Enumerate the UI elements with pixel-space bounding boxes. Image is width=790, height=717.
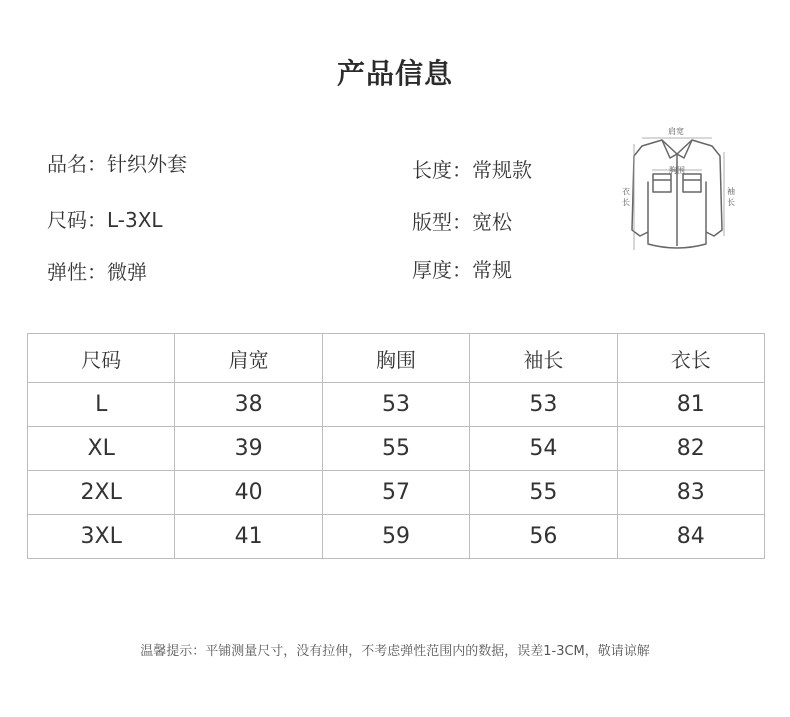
- column-header-sleeve: 袖长: [470, 334, 617, 383]
- table-cell: 41: [175, 515, 322, 559]
- page-title: 产品信息: [336, 57, 453, 90]
- measurement-footnote: 温馨提示：平铺测量尺寸，没有拉伸，不考虑弹性范围内的数据，误差1-3CM，敬请谅解: [140, 644, 650, 659]
- table-cell: 40: [175, 471, 322, 515]
- table-row: [28, 471, 765, 515]
- size-chart-table: [27, 333, 765, 559]
- table-cell: 57: [322, 471, 469, 515]
- table-row: [28, 383, 765, 427]
- table-cell: 53: [322, 383, 469, 427]
- table-cell: 54: [470, 427, 617, 471]
- table-header-row: [28, 334, 765, 383]
- table-cell: 83: [617, 471, 764, 515]
- table-cell: 82: [617, 427, 764, 471]
- table-cell: 84: [617, 515, 764, 559]
- product-size-range: 尺码：L-3XL: [47, 208, 163, 232]
- diagram-shoulder-label: 肩宽: [668, 127, 684, 136]
- table-cell: 38: [175, 383, 322, 427]
- table-cell: 39: [175, 427, 322, 471]
- table-cell: XL: [28, 427, 175, 471]
- table-cell: 56: [470, 515, 617, 559]
- table-row: [28, 515, 765, 559]
- diagram-body-length-label-1: 衣: [622, 187, 630, 196]
- garment-measurement-diagram: [612, 118, 742, 268]
- product-thickness: 厚度：常规: [412, 258, 512, 282]
- table-cell: 59: [322, 515, 469, 559]
- shirt-icon: [632, 140, 722, 248]
- diagram-chest-label: 胸围: [669, 166, 685, 175]
- table-cell: 2XL: [28, 471, 175, 515]
- table-cell: L: [28, 383, 175, 427]
- product-length: 长度：常规款: [412, 158, 532, 182]
- table-cell: 81: [617, 383, 764, 427]
- product-name: 品名：针织外套: [47, 152, 187, 176]
- table-cell: 53: [470, 383, 617, 427]
- product-elasticity: 弹性：微弹: [47, 260, 147, 284]
- column-header-size: 尺码: [28, 334, 175, 383]
- diagram-sleeve-length-label-2: 长: [727, 198, 735, 207]
- table-cell: 3XL: [28, 515, 175, 559]
- column-header-shoulder: 肩宽: [175, 334, 322, 383]
- column-header-chest: 胸围: [322, 334, 469, 383]
- table-row: [28, 427, 765, 471]
- diagram-sleeve-length-label-1: 袖: [727, 187, 735, 196]
- diagram-body-length-label-2: 长: [622, 198, 630, 207]
- table-cell: 55: [322, 427, 469, 471]
- column-header-length: 衣长: [617, 334, 764, 383]
- table-cell: 55: [470, 471, 617, 515]
- product-fit: 版型：宽松: [412, 210, 512, 234]
